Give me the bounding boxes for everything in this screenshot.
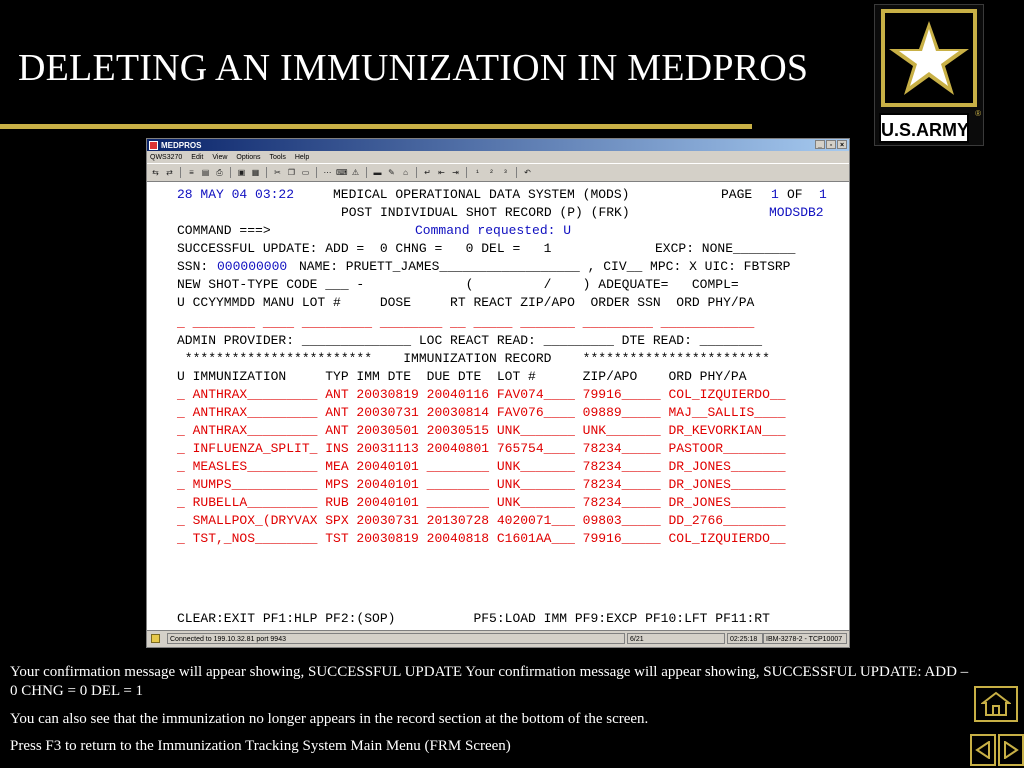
screen-id: MODSDB2 — [769, 205, 824, 220]
toolbar-separator — [416, 167, 417, 178]
send-icon[interactable]: ≡ — [189, 168, 194, 177]
receive-icon[interactable]: ▤ — [201, 168, 210, 177]
close-button[interactable]: × — [837, 140, 847, 149]
menu-help[interactable]: Help — [294, 153, 310, 161]
header-date: 28 MAY 04 03:22 — [177, 187, 295, 202]
command-label: COMMAND ===> — [177, 223, 271, 238]
toolbar-separator — [366, 167, 367, 178]
print-screen-icon[interactable]: ▣ — [237, 168, 246, 177]
undo-icon[interactable]: ↶ — [524, 168, 531, 177]
immunization-record-banner: ************************ IMMUNIZATION RECORD ************************ — [177, 351, 770, 366]
screen-subtitle: POST INDIVIDUAL SHOT RECORD (P) (FRK) — [341, 205, 630, 220]
new-shot-type[interactable]: NEW SHOT-TYPE CODE ___ - ( / ) ADEQUATE= COMPL= — [177, 277, 739, 292]
cursor-position: 6/21 — [627, 633, 725, 644]
home-nav-button[interactable] — [974, 686, 1018, 722]
warning-icon[interactable]: ⚠ — [351, 168, 360, 177]
star-emblem-icon — [875, 5, 983, 113]
lock-icon — [151, 634, 160, 643]
command-requested: Command requested: U — [415, 223, 572, 238]
toolbar — [147, 163, 849, 182]
terminal-screen[interactable] — [147, 182, 849, 630]
record-row[interactable]: _ MUMPS___________ MPS 20040101 ________ UNK_______ 78234_____ DR_JONES_______ — [177, 477, 786, 492]
home-icon — [981, 691, 1011, 717]
toolbar-separator — [266, 167, 267, 178]
admin-provider-line[interactable]: ADMIN PROVIDER: ______________ LOC REACT READ: _________ DTE READ: ________ — [177, 333, 763, 348]
menu-bar — [147, 151, 849, 163]
menu-view[interactable]: View — [212, 153, 228, 161]
record-row[interactable]: _ RUBELLA_________ RUB 20040101 ________ UNK_______ 78234_____ DR_JONES_______ — [177, 495, 786, 510]
copy-icon[interactable]: ❐ — [287, 168, 296, 177]
next-slide-button[interactable] — [998, 734, 1024, 766]
arrow-left-icon — [975, 741, 991, 759]
field-back-icon[interactable]: ⇤ — [438, 168, 445, 177]
field-forward-icon[interactable]: ⇥ — [452, 168, 459, 177]
toolbar-separator — [230, 167, 231, 178]
slide-title: DELETING AN IMMUNIZATION IN MEDPROS — [18, 47, 809, 89]
arrow-right-icon — [1003, 741, 1019, 759]
logo-text: U.S.ARMY — [879, 113, 969, 143]
record-row[interactable]: _ ANTHRAX_________ ANT 20030731 20030814 FAV076____ 09889_____ MAJ__SALLIS____ — [177, 405, 786, 420]
pa2-icon[interactable]: ² — [490, 168, 493, 177]
medpros-window — [146, 138, 850, 648]
record-row[interactable]: _ MEASLES_________ MEA 20040101 ________ UNK_______ 78234_____ DR_JONES_______ — [177, 459, 786, 474]
previous-slide-button[interactable] — [970, 734, 996, 766]
minimize-button[interactable]: _ — [815, 140, 825, 149]
record-row[interactable]: _ INFLUENZA_SPLIT_ INS 20031113 20040801 765754____ 78234_____ PASTOOR________ — [177, 441, 786, 456]
entry-input-row[interactable]: _ ________ ____ _________ ________ __ _____ _______ _________ ____________ — [177, 315, 755, 330]
paste-icon[interactable]: ▭ — [301, 168, 310, 177]
update-status: SUCCESSFUL UPDATE: ADD = 0 CHNG = 0 DEL = 1 — [177, 241, 552, 256]
ssn-value: 000000000 — [217, 259, 288, 274]
window-titlebar[interactable] — [147, 139, 849, 151]
record-row[interactable]: _ ANTHRAX_________ ANT 20030501 20030515 UNK_______ UNK_______ DR_KEVORKIAN___ — [177, 423, 786, 438]
excp-status[interactable]: EXCP: NONE________ — [655, 241, 796, 256]
window-title: MEDPROS — [161, 140, 202, 150]
maximize-button[interactable]: ▫ — [826, 140, 836, 149]
page-number: 1 — [771, 187, 779, 202]
save-icon[interactable]: ▦ — [251, 168, 260, 177]
toolbar-separator — [316, 167, 317, 178]
caption-return-instruction: Press F3 to return to the Immunization Tracking System Main Menu (FRM Screen) — [10, 738, 511, 754]
macro-icon[interactable]: ⋯ — [323, 168, 332, 177]
record-row[interactable]: _ TST,_NOS________ TST 20030819 20040818 C1601AA___ 79916_____ COL_IZQUIERDO__ — [177, 531, 786, 546]
page-label: PAGE — [721, 187, 753, 202]
home-icon[interactable]: ⌂ — [403, 168, 408, 177]
print-icon[interactable]: ⎙ — [216, 168, 223, 177]
cut-icon[interactable]: ✂ — [274, 168, 281, 177]
gold-divider — [0, 124, 752, 129]
pa3-icon[interactable]: ³ — [504, 168, 507, 177]
pf-key-legend: CLEAR:EXIT PF1:HLP PF2:(SOP) PF5:LOAD IMM PF9:EXCP PF10:LFT PF11:RT — [177, 611, 770, 626]
system-title: MEDICAL OPERATIONAL DATA SYSTEM (MODS) — [333, 187, 630, 202]
enter-icon[interactable]: ↵ — [424, 168, 431, 177]
keyboard-icon[interactable]: ⌨ — [336, 168, 348, 177]
disconnect-icon[interactable]: ⇄ — [166, 168, 173, 177]
toolbar-separator — [466, 167, 467, 178]
menu-tools[interactable]: Tools — [269, 153, 286, 161]
connection-status: Connected to 199.10.32.81 port 9943 — [167, 633, 625, 644]
status-time: 02:25:18 — [727, 633, 763, 644]
of-label: OF — [787, 187, 803, 202]
ssn-label: SSN: — [177, 259, 209, 274]
registered-mark: ® — [975, 109, 981, 118]
toolbar-separator — [516, 167, 517, 178]
menu-options[interactable]: Options — [236, 153, 261, 161]
page-total: 1 — [819, 187, 827, 202]
connect-icon[interactable]: ⇆ — [152, 168, 159, 177]
record-column-header: U IMMUNIZATION TYP IMM DTE DUE DTE LOT # ZIP/APO ORD PHY/PA — [177, 369, 747, 384]
status-bar — [147, 630, 849, 647]
caption-record-note: You can also see that the immunization no longer appears in the record section at the bottom of the screen. — [10, 711, 649, 727]
pa1-icon[interactable]: ¹ — [476, 168, 479, 177]
menu-qws3270[interactable]: QWS3270 — [150, 153, 183, 161]
session-type: IBM-3278-2 - TCP10007 — [763, 633, 847, 644]
menu-edit[interactable]: Edit — [191, 153, 204, 161]
display-icon[interactable]: ▬ — [373, 168, 382, 177]
app-icon — [149, 141, 158, 150]
record-row[interactable]: _ ANTHRAX_________ ANT 20030819 20040116 FAV074____ 79916_____ COL_IZQUIERDO__ — [177, 387, 786, 402]
edit-icon[interactable]: ✎ — [388, 168, 395, 177]
name-line[interactable]: NAME: PRUETT_JAMES__________________ , CIV__ MPC: X UIC: FBTSRP — [299, 259, 791, 274]
record-row[interactable]: _ SMALLPOX_(DRYVAX SPX 20030731 20130728 4020071___ 09803_____ DD_2766________ — [177, 513, 786, 528]
caption-confirmation: Your confirmation message will appear showing, SUCCESSFUL UPDATE Your confirmation message will appear showing, SUCCESSFUL UPDATE: ADD – 0 CHNG = 0 DEL = 1 — [10, 664, 969, 699]
toolbar-separator — [180, 167, 181, 178]
entry-column-header: U CCYYMMDD MANU LOT # DOSE RT REACT ZIP/APO ORDER SSN ORD PHY/PA — [177, 295, 755, 310]
army-logo — [874, 4, 984, 146]
